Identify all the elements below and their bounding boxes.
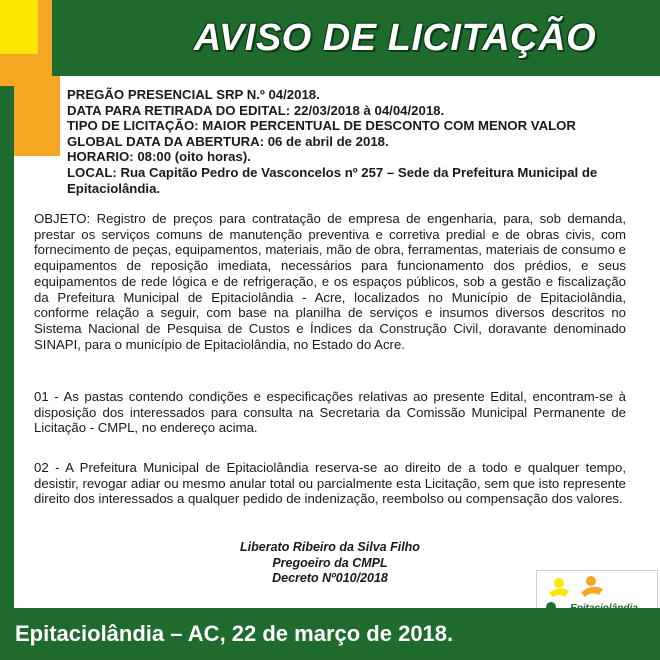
footer-date-line: Epitaciolândia – AC, 22 de março de 2018. [15, 621, 454, 646]
signatory-name: Liberato Ribeiro da Silva Filho [240, 540, 420, 554]
signature-block [185, 540, 475, 587]
objeto-paragraph: OBJETO: Registro de preços para contratação de empresa de engenharia, para, sob demanda, prestar os serviços comuns de manutenção preventiva e corretiva predial e de obras civis, com fornecimento de peças, equipamentos, materiais, mão de obra, ferramentas, materiais de consumo e equipamentos de reposição imediata, necessários para funcionamento dos prédios, e seus equipamentos de rede lógica e de refrigeração, e os espaços públicos, sob a gestão e fiscalização da Prefeitura Municipal de Epitaciolândia - Acre, localizados no Município de Epitaciolândia, conforme relação a seguir, com base na planilha de serviços e insumos diversos descritos no Sistema Nacional de Pesquisa de Custos e Índices da Construção Civil, doravante denominado SINAPI, para o município de Epitaciolândia, no Estado do Acre. [34, 211, 626, 352]
tipo-licitacao-line: TIPO DE LICITAÇÃO: MAIOR PERCENTUAL DE DESCONTO COM MENOR VALOR [67, 118, 576, 134]
pregao-line: PREGÃO PRESENCIAL SRP N.º 04/2018. [67, 87, 320, 102]
left-green-bar [0, 86, 14, 608]
page-title: AVISO DE LICITAÇÃO [193, 17, 597, 59]
footer-banner [0, 608, 660, 660]
local-line: LOCAL: Rua Capitão Pedro de Vasconcelos nº 257 – Sede da Prefeitura Municipal de Epitaciolândia. [67, 164, 598, 196]
header-yellow-block [0, 0, 38, 54]
signatory-role: Pregoeiro da CMPL [272, 555, 388, 570]
horario-line: HORARIO: 08:00 (oito horas). [67, 149, 251, 165]
item-01-paragraph: 01 - As pastas contendo condições e especificações relativas ao presente Edital, encontram-se à disposição dos interessados para consulta na Secretaria da Comissão Municipal Permanente de Licitação - CMPL, no endereço acima. [34, 389, 626, 436]
left-orange-bar [14, 76, 60, 156]
signatory-decree: Decreto Nº010/2018 [272, 571, 388, 585]
info-block [67, 87, 652, 196]
item-02-paragraph: 02 - A Prefeitura Municipal de Epitaciolândia reserva-se ao direito de a todo e qualquer tempo, desistir, revogar adiar ou mesmo anular total ou parcialmente esta Licitação, sem que isto represente direito dos interessados a qualquer pedido de indenização, reembolso ou compensação dos valores. [34, 460, 626, 507]
data-abertura-line: GLOBAL DATA DA ABERTURA: 06 de abril de 2018. [67, 133, 389, 149]
data-retirada-line: DATA PARA RETIRADA DO EDITAL: 22/03/2018 à 04/04/2018. [67, 102, 445, 118]
